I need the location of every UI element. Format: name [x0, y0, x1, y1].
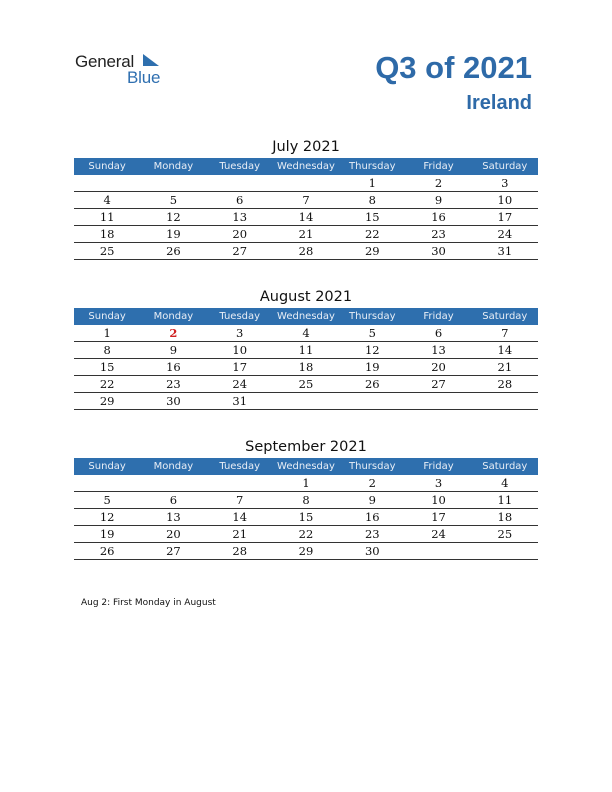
day-cell: 24 [497, 227, 513, 241]
week-row [74, 325, 538, 342]
weekday-label: Sunday [88, 461, 126, 472]
day-cell [140, 475, 206, 491]
weekday-label: Monday [153, 161, 194, 172]
day-cell: 6 [169, 493, 178, 507]
day-cell: 14 [232, 510, 248, 524]
day-cell: 8 [368, 193, 376, 207]
day-cell: 21 [497, 360, 513, 374]
month-september [74, 436, 538, 560]
weekday-label: Sunday [88, 161, 126, 172]
weekday-label: Tuesday [219, 161, 261, 172]
day-cell: 20 [431, 360, 446, 374]
page-title: Q3 of 2021 [375, 50, 532, 85]
day-cell: 29 [364, 244, 380, 258]
day-cell: 21 [298, 227, 314, 241]
month-title: August 2021 [259, 289, 353, 305]
week-row [74, 175, 538, 192]
day-cell: 5 [103, 493, 111, 507]
day-cell: 19 [166, 227, 181, 241]
day-cell: 18 [99, 227, 115, 241]
day-cell: 23 [364, 527, 380, 541]
day-cell: 26 [166, 244, 181, 258]
weekday-label: Monday [153, 461, 194, 472]
day-cell: 22 [298, 527, 314, 541]
month-august [74, 286, 538, 410]
day-cell: 16 [166, 360, 181, 374]
day-cell: 7 [501, 326, 509, 340]
day-cell: 29 [99, 394, 115, 408]
day-cell: 14 [298, 210, 314, 224]
day-cell: 23 [166, 377, 181, 391]
day-cell: 26 [364, 377, 380, 391]
weekday-label: Tuesday [219, 311, 261, 322]
week-row [74, 192, 538, 209]
day-cell: 2 [368, 476, 376, 490]
week-row [74, 475, 538, 492]
weekday-label: Friday [423, 461, 454, 472]
generalblue-logo [75, 52, 185, 92]
holiday-note: Aug 2: First Monday in August [81, 598, 216, 608]
day-cell: 1 [103, 326, 111, 340]
weekday-label: Saturday [482, 161, 528, 172]
day-cell: 25 [99, 244, 115, 258]
day-cell: 2 [434, 176, 443, 190]
day-cell: 15 [364, 210, 380, 224]
week-row [74, 492, 538, 509]
day-cell: 29 [298, 544, 314, 558]
day-cell: 9 [169, 343, 178, 357]
day-cell: 10 [431, 493, 446, 507]
country-name: Ireland [466, 92, 532, 114]
weekday-label: Tuesday [219, 461, 261, 472]
day-cell: 5 [368, 326, 376, 340]
day-cell: 1 [302, 476, 310, 490]
day-cell [207, 175, 273, 191]
day-cell: 23 [431, 227, 446, 241]
day-cell: 22 [364, 227, 380, 241]
day-cell: 27 [232, 244, 248, 258]
day-cell: 12 [364, 343, 380, 357]
day-cell: 24 [431, 527, 446, 541]
day-cell: 15 [298, 510, 314, 524]
weekday-label: Wednesday [277, 311, 335, 322]
day-cell: 7 [236, 493, 244, 507]
weekday-label: Wednesday [277, 161, 335, 172]
day-cell: 13 [166, 510, 181, 524]
day-cell: 3 [501, 176, 509, 190]
day-cell: 30 [364, 544, 380, 558]
day-cell: 6 [434, 326, 443, 340]
day-cell: 2 [169, 326, 178, 340]
week-row [74, 342, 538, 359]
day-cell [74, 175, 140, 191]
weekday-header [74, 308, 538, 325]
day-cell: 30 [166, 394, 181, 408]
weekday-label: Saturday [482, 461, 528, 472]
day-cell: 22 [99, 377, 115, 391]
day-cell: 17 [497, 210, 513, 224]
day-cell [405, 393, 471, 409]
weekday-header [74, 458, 538, 475]
day-cell [74, 475, 140, 491]
day-cell: 16 [431, 210, 446, 224]
day-cell: 13 [232, 210, 248, 224]
month-july [74, 136, 538, 260]
day-cell: 5 [169, 193, 178, 207]
day-cell: 15 [99, 360, 115, 374]
day-cell: 12 [99, 510, 115, 524]
logo-word-general: General [75, 52, 135, 71]
weekday-label: Monday [153, 311, 194, 322]
day-cell: 8 [103, 343, 111, 357]
week-row [74, 243, 538, 260]
day-cell: 4 [501, 476, 509, 490]
weekday-label: Wednesday [277, 461, 335, 472]
day-cell: 25 [298, 377, 314, 391]
day-cell: 1 [368, 176, 376, 190]
day-cell: 12 [166, 210, 181, 224]
day-cell: 4 [302, 326, 310, 340]
day-cell [405, 543, 471, 559]
day-cell: 28 [232, 544, 248, 558]
day-cell: 28 [298, 244, 314, 258]
month-title: September 2021 [245, 439, 367, 455]
weekday-label: Thursday [349, 461, 396, 472]
day-cell: 4 [103, 193, 111, 207]
day-cell [140, 175, 206, 191]
weekday-label: Sunday [88, 311, 126, 322]
day-cell: 26 [99, 544, 115, 558]
week-row [74, 526, 538, 543]
week-row [74, 376, 538, 393]
day-cell: 6 [236, 193, 244, 207]
weekday-label: Friday [423, 161, 454, 172]
day-cell: 14 [497, 343, 513, 357]
day-cell: 31 [497, 244, 513, 258]
day-cell: 27 [166, 544, 181, 558]
day-cell: 8 [302, 493, 310, 507]
day-cell: 31 [232, 394, 248, 408]
day-cell: 9 [368, 493, 376, 507]
day-cell [339, 393, 405, 409]
day-cell [472, 393, 538, 409]
weekday-label: Thursday [349, 311, 396, 322]
day-cell: 17 [431, 510, 446, 524]
day-cell: 3 [236, 326, 244, 340]
weekday-label: Friday [423, 311, 454, 322]
week-row [74, 543, 538, 560]
week-row [74, 209, 538, 226]
day-cell: 30 [431, 244, 446, 258]
day-cell: 10 [497, 193, 513, 207]
day-cell: 28 [497, 377, 513, 391]
day-cell: 18 [497, 510, 513, 524]
day-cell: 3 [434, 476, 443, 490]
week-row [74, 359, 538, 376]
day-cell: 19 [99, 527, 115, 541]
day-cell: 16 [364, 510, 380, 524]
day-cell: 20 [166, 527, 181, 541]
day-cell [273, 175, 339, 191]
day-cell [472, 543, 538, 559]
day-cell: 17 [232, 360, 248, 374]
day-cell: 11 [99, 210, 115, 224]
day-cell: 27 [431, 377, 446, 391]
day-cell: 9 [434, 193, 443, 207]
triangle-flag-icon [141, 52, 161, 68]
day-cell [273, 393, 339, 409]
day-cell [207, 475, 273, 491]
day-cell: 19 [364, 360, 380, 374]
day-cell: 20 [232, 227, 248, 241]
day-cell: 11 [497, 493, 513, 507]
day-cell: 24 [232, 377, 248, 391]
week-row [74, 509, 538, 526]
week-row [74, 393, 538, 410]
weekday-label: Thursday [349, 161, 396, 172]
day-cell: 11 [298, 343, 314, 357]
week-row [74, 226, 538, 243]
day-cell: 10 [232, 343, 248, 357]
day-cell: 13 [431, 343, 446, 357]
logo-word-blue: Blue [127, 68, 161, 87]
day-cell: 7 [302, 193, 310, 207]
weekday-label: Saturday [482, 311, 528, 322]
day-cell: 18 [298, 360, 314, 374]
month-title: July 2021 [272, 139, 340, 155]
day-cell: 25 [497, 527, 513, 541]
weekday-header [74, 158, 538, 175]
day-cell: 21 [232, 527, 248, 541]
